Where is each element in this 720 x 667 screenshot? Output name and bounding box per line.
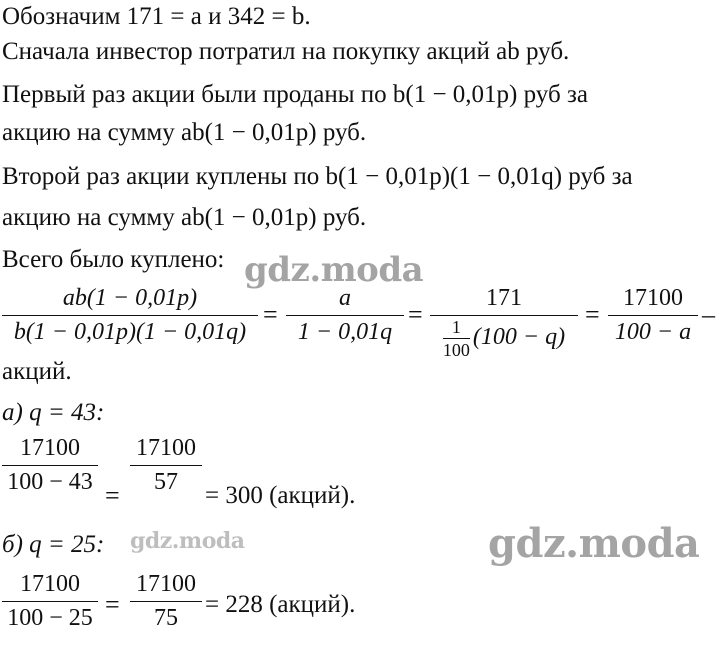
case-a-fraction-2-bar [130,465,202,466]
text-line-3: Первый раз акции были проданы по b(1 − 0,01p) руб за [2,81,588,108]
case-a-label: а) q = 43: [2,399,105,426]
case-b-fraction-2-denominator: 75 [154,605,178,631]
case-b-result: = 228 (акций). [205,591,356,618]
case-a-fraction-1-denominator: 100 − 43 [7,469,93,495]
case-b-fraction-1-denominator: 100 − 25 [7,605,93,631]
fraction-1-numerator: ab(1 − 0,01p) [62,285,198,311]
equals-sign-1: = [263,300,278,329]
text-line-7: Всего было куплено: [2,246,225,273]
fraction-2-numerator: a [339,285,351,311]
fraction-4-bar [608,315,698,316]
watermark-logo: gdz.moda [244,250,424,290]
text-line-4: акцию на сумму ab(1 − 0,01p) руб. [2,119,367,146]
fraction-3-small-fraction [443,318,470,359]
fraction-3-numerator: 171 [486,285,522,311]
equals-sign-2: = [408,300,423,329]
case-a-fraction-1-numerator: 17100 [20,435,80,461]
fraction-3 [430,284,578,359]
case-b-fraction-2-bar [130,601,202,602]
text-line-6: акцию на сумму ab(1 − 0,01p) руб. [2,204,367,231]
fraction-3-denominator-rest: (100 − q) [472,324,566,351]
small-fraction-denominator: 100 [442,340,470,360]
case-b-fraction-1 [2,570,98,632]
case-b-equals-sign: = [105,590,120,619]
small-fraction-numerator: 1 [451,317,461,337]
fraction-2 [286,284,404,346]
fraction-3-bar [430,315,578,316]
equals-sign-3: = [585,300,600,329]
case-a-fraction-1-bar [2,465,98,466]
text-line-2: Сначала инвестор потратил на покупку акций ab руб. [2,38,570,65]
fraction-4 [608,284,698,346]
case-b-fraction-2 [130,570,202,632]
case-a-fraction-2-denominator: 57 [154,469,178,495]
fraction-4-numerator: 17100 [623,285,683,311]
trailing-dash: – [702,300,715,329]
fraction-2-denominator: 1 − 0,01q [297,319,393,345]
text-line-1: Обозначим 171 = a и 342 = b. [2,3,311,30]
text-line-5: Второй раз акции куплены по b(1 − 0,01p)(1 − 0,01q) руб за [2,163,633,190]
fraction-2-bar [286,315,404,316]
fraction-1-denominator: b(1 − 0,01p)(1 − 0,01q) [13,319,247,345]
case-a-fraction-2-numerator: 17100 [136,435,196,461]
fraction-3-denominator [441,318,567,359]
case-a-fraction-2 [130,434,202,496]
case-b-fraction-2-numerator: 17100 [136,571,196,597]
fraction-4-denominator: 100 − a [614,319,692,345]
case-a-result: = 300 (акций). [205,482,356,509]
text-line-8: акций. [2,358,72,385]
watermark-logo: gdz.moda [130,528,245,554]
case-b-fraction-1-bar [2,601,98,602]
watermark-logo: gdz.moda [488,520,700,567]
fraction-1 [2,284,258,346]
case-a-equals-sign: = [105,481,120,510]
fraction-1-bar [2,315,258,316]
case-b-fraction-1-numerator: 17100 [20,571,80,597]
case-b-label: б) q = 25: [2,531,105,558]
small-fraction-bar [443,338,470,339]
case-a-fraction-1 [2,434,98,496]
